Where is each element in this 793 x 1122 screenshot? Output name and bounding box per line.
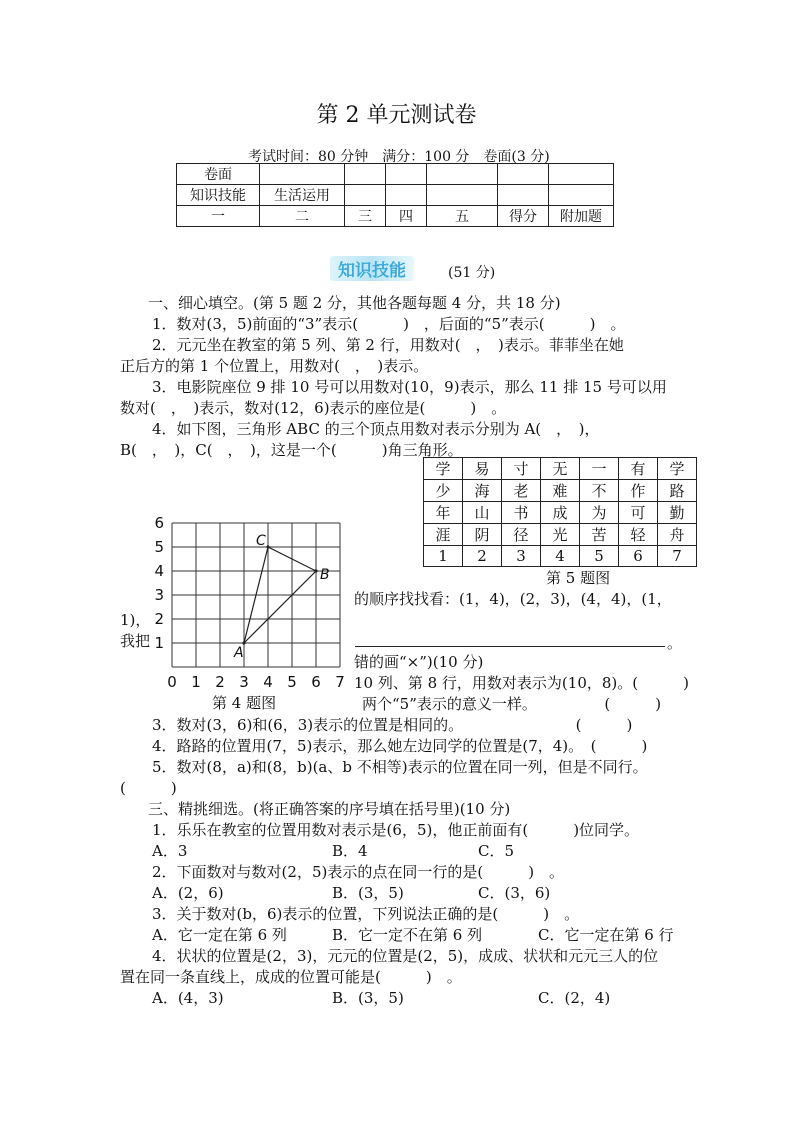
x-tick-label: 6 <box>311 673 321 691</box>
option: A．(2，6) <box>152 884 224 902</box>
score-cell: 五 <box>427 206 498 227</box>
score-cell <box>386 185 427 206</box>
score-cell: 四 <box>386 206 427 227</box>
option: C．它一定在第 6 行 <box>538 926 674 944</box>
x-tick-label: 4 <box>263 673 273 691</box>
poem-cell: 为 <box>580 502 619 524</box>
score-cell: 生活运用 <box>260 185 345 206</box>
x-tick-label: 7 <box>335 673 345 691</box>
question-line: 1．乐乐在教室的位置用数对表示是(6，5)，他正前面有( )位同学。 <box>152 821 640 839</box>
y-tick-label: 1 <box>154 634 164 652</box>
question-line: 3．关于数对(b，6)表示的位置，下列说法正确的是( ) 。 <box>152 905 580 923</box>
poem-cell: 寸 <box>502 458 541 480</box>
option: A．它一定在第 6 列 <box>152 926 287 944</box>
x-tick-label: 2 <box>215 673 225 691</box>
score-table <box>176 163 614 227</box>
poem-table <box>423 457 697 567</box>
poem-cell: 7 <box>658 546 697 567</box>
vertex-label: C <box>256 533 266 549</box>
poem-cell: 易 <box>463 458 502 480</box>
poem-cell: 老 <box>502 480 541 502</box>
poem-cell: 一 <box>580 458 619 480</box>
question-line: 4．如下图，三角形 ABC 的三个顶点用数对表示分别为 A( ， )， <box>152 420 600 438</box>
poem-cell: 作 <box>619 480 658 502</box>
question-line: 1．数对(3，5)前面的“3”表示( ) ，后面的“5”表示( ) 。 <box>152 315 626 333</box>
option: B．(3，5) <box>332 989 404 1007</box>
poem-cell: 少 <box>424 480 463 502</box>
poem-cell: 勤 <box>658 502 697 524</box>
question-line: 3．电影院座位 9 排 10 号可以用数对(10，9)表示，那么 11 排 15 号可以用 <box>152 378 667 396</box>
poem-cell: 5 <box>580 546 619 567</box>
poem-cell: 舟 <box>658 524 697 546</box>
answer-blank-line <box>355 646 665 647</box>
question-line: ( ) <box>120 779 177 797</box>
vertex-label: A <box>234 645 244 661</box>
score-cell: 二 <box>260 206 345 227</box>
score-cell <box>345 185 386 206</box>
score-cell: 知识技能 <box>177 185 260 206</box>
score-cell <box>549 164 614 185</box>
poem-cell: 苦 <box>580 524 619 546</box>
y-tick-label: 4 <box>154 562 164 580</box>
option: C．5 <box>478 842 515 860</box>
poem-cell: 路 <box>658 480 697 502</box>
coordinate-grid <box>150 515 350 705</box>
question-line: 。 <box>667 634 683 652</box>
poem-cell: 书 <box>502 502 541 524</box>
poem-cell: 涯 <box>424 524 463 546</box>
poem-cell: 海 <box>463 480 502 502</box>
question-heading: 错的画“×”)(10 分) <box>354 653 484 671</box>
poem-cell: 6 <box>619 546 658 567</box>
score-cell <box>386 164 427 185</box>
question-line: 10 列、第 8 行，用数对表示为(10，8)。( ) <box>354 674 689 692</box>
poem-cell: 无 <box>541 458 580 480</box>
question-heading: 三、精挑细选。(将正确答案的序号填在括号里)(10 分) <box>148 800 511 818</box>
score-cell <box>498 185 549 206</box>
poem-row <box>424 524 697 546</box>
triangle-abc <box>233 533 330 661</box>
poem-cell: 2 <box>463 546 502 567</box>
score-row <box>177 164 614 185</box>
score-cell: 三 <box>345 206 386 227</box>
question-line: 3．数对(3，6)和(6，3)表示的位置是相同的。 ( ) <box>152 716 633 734</box>
poem-cell: 成 <box>541 502 580 524</box>
score-cell <box>345 164 386 185</box>
poem-cell: 不 <box>580 480 619 502</box>
question-line: 数对( ， )表示，数对(12，6)表示的座位是( ) 。 <box>120 399 507 417</box>
y-tick-label: 2 <box>154 610 164 628</box>
y-tick-label: 6 <box>154 515 164 532</box>
option: A．3 <box>152 842 188 860</box>
score-cell <box>549 185 614 206</box>
question-heading: 一、细心填空。(第 5 题 2 分，其他各题每题 4 分，共 18 分) <box>148 294 561 312</box>
question-line: 两个“5”表示的意义一样。 ( ) <box>362 695 662 713</box>
question-line: 2．元元坐在教室的第 5 列、第 2 行，用数对( ， )表示。菲菲坐在她 <box>152 336 624 354</box>
x-tick-label: 3 <box>239 673 249 691</box>
option: B．(3，5) <box>332 884 404 902</box>
question-line: 5．数对(8，a)和(8，b)(a、b 不相等)表示的位置在同一列，但是不同行。 <box>152 758 648 776</box>
score-cell: 一 <box>177 206 260 227</box>
poem-row <box>424 480 697 502</box>
option: B．它一定不在第 6 列 <box>332 926 483 944</box>
question-line: 4．路路的位置用(7，5)表示，那么她左边同学的位置是(7，4)。 ( ) <box>152 737 648 755</box>
question-line: B( ， )，C( ， )，这是一个( )角三角形。 <box>120 441 463 459</box>
question-line: 1)， <box>120 611 151 629</box>
poem-cell: 轻 <box>619 524 658 546</box>
poem-cell: 阴 <box>463 524 502 546</box>
y-tick-label: 3 <box>154 586 164 604</box>
poem-cell: 年 <box>424 502 463 524</box>
x-tick-label: 0 <box>167 673 177 691</box>
score-cell: 卷面 <box>177 164 260 185</box>
poem-cell: 4 <box>541 546 580 567</box>
x-tick-label: 1 <box>191 673 201 691</box>
score-cell <box>427 185 498 206</box>
option: C．(3，6) <box>478 884 551 902</box>
score-cell: 附加题 <box>549 206 614 227</box>
fig4-caption: 第 4 题图 <box>212 694 277 712</box>
score-cell <box>260 164 345 185</box>
poem-cell: 有 <box>619 458 658 480</box>
section-badge: 知识技能 <box>330 256 414 281</box>
y-tick-label: 5 <box>154 538 164 556</box>
exam-meta: 考试时间：80 分钟 满分：100 分 卷面(3 分) <box>248 149 550 165</box>
x-tick-label: 5 <box>287 673 297 691</box>
poem-cell: 可 <box>619 502 658 524</box>
option: C．(2，4) <box>538 989 611 1007</box>
poem-row <box>424 502 697 524</box>
poem-row <box>424 546 697 567</box>
option: B．4 <box>332 842 368 860</box>
vertex-point <box>266 545 269 548</box>
fig5-caption: 第 5 题图 <box>546 569 611 587</box>
question-line: 置在同一条直线上，成成的位置可能是( ) 。 <box>120 968 462 986</box>
section-score: (51 分) <box>448 265 496 281</box>
score-row <box>177 206 614 227</box>
poem-cell: 3 <box>502 546 541 567</box>
score-cell <box>498 164 549 185</box>
poem-cell: 学 <box>424 458 463 480</box>
poem-cell: 学 <box>658 458 697 480</box>
question-line: 2．下面数对与数对(2，5)表示的点在同一行的是( ) 。 <box>152 863 565 881</box>
vertex-label: B <box>320 567 330 583</box>
question-line: 4．状状的位置是(2，3)，元元的位置是(2，5)，成成、状状和元元三人的位 <box>152 947 659 965</box>
question-line: 正后方的第 1 个位置上，用数对( ， )表示。 <box>120 357 429 375</box>
option: A．(4，3) <box>152 989 224 1007</box>
poem-cell: 1 <box>424 546 463 567</box>
score-cell: 得分 <box>498 206 549 227</box>
score-row <box>177 185 614 206</box>
vertex-point <box>314 569 317 572</box>
page-title: 第 2 单元测试卷 <box>316 103 477 128</box>
score-cell <box>427 164 498 185</box>
question-line: 的顺序找找看：(1，4)，(2，3)，(4，4)，(1， <box>354 590 672 608</box>
poem-cell: 径 <box>502 524 541 546</box>
poem-cell: 难 <box>541 480 580 502</box>
poem-cell: 光 <box>541 524 580 546</box>
poem-cell: 山 <box>463 502 502 524</box>
question-line: 我把 <box>120 632 151 650</box>
poem-row <box>424 458 697 480</box>
